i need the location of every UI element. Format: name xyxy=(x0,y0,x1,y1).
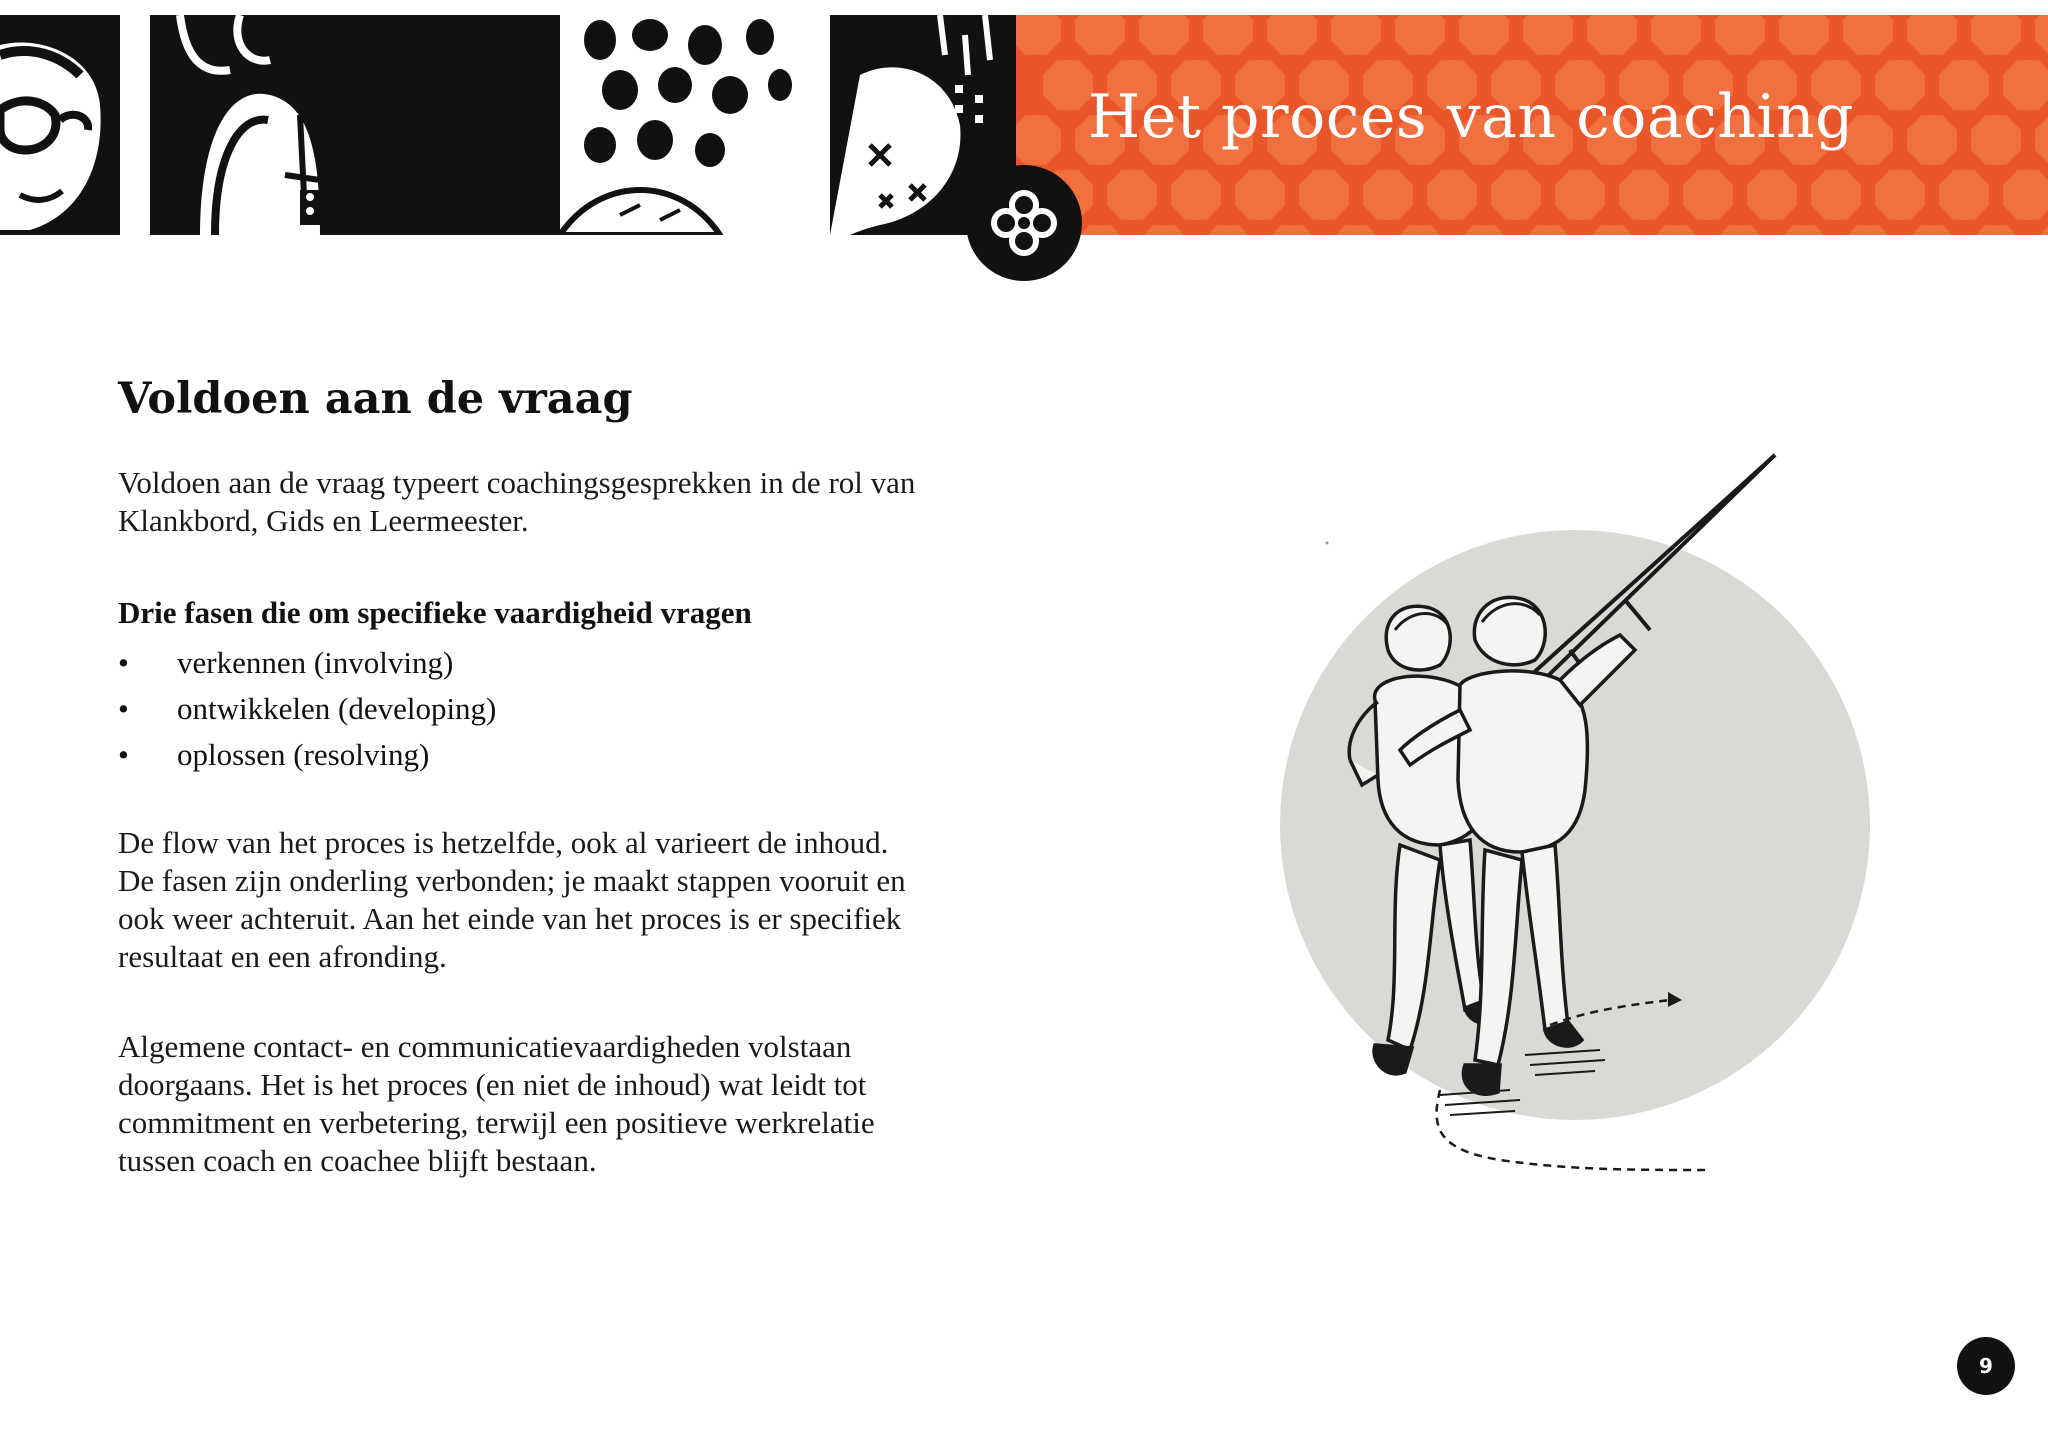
pattern-octagon xyxy=(1683,170,1733,220)
paragraph-line: commitment en verbetering, terwijl een positieve werkrelatie xyxy=(118,1105,875,1140)
page-title: Het proces van coaching xyxy=(1088,82,1855,152)
emblem xyxy=(966,165,1082,281)
header-illustration xyxy=(0,15,1016,235)
pattern-octagon xyxy=(1427,170,1477,220)
paragraph-line: tussen coach en coachee blijft bestaan. xyxy=(118,1143,597,1178)
pattern-octagon xyxy=(1907,115,1957,165)
pattern-octagon xyxy=(1107,170,1157,220)
bullet: • xyxy=(118,691,129,726)
bullet: • xyxy=(118,737,129,772)
pattern-octagon xyxy=(1875,170,1925,220)
process-paragraph xyxy=(118,824,1018,976)
intro-line: Voldoen aan de vraag typeert coachingsgesprekken in de rol van xyxy=(118,465,916,500)
list-item-label: oplossen (resolving) xyxy=(177,737,430,772)
pattern-octagon xyxy=(1875,60,1925,110)
main-content xyxy=(118,370,1018,1180)
pattern-octagon xyxy=(1491,170,1541,220)
section-heading: Voldoen aan de vraag xyxy=(118,374,633,424)
intro-line: Klankbord, Gids en Leermeester. xyxy=(118,503,529,538)
pattern-octagon xyxy=(1971,115,2021,165)
paragraph-line: doorgaans. Het is het proces (en niet de inhoud) wat leidt tot xyxy=(118,1067,867,1102)
pattern-octagon xyxy=(1235,170,1285,220)
black-and-white-people-illustration xyxy=(0,15,1016,235)
paragraph-line: De flow van het proces is hetzelfde, ook al varieert de inhoud. xyxy=(118,825,889,860)
pattern-octagon xyxy=(1939,60,1989,110)
paragraph-line: resultaat en een afronding. xyxy=(118,939,447,974)
paragraph-line: ook weer achteruit. Aan het einde van het proces is er specifiek xyxy=(118,901,902,936)
paragraph-line: Algemene contact- en communicatievaardigheden volstaan xyxy=(118,1029,852,1064)
pattern-octagon xyxy=(1555,170,1605,220)
bullet: • xyxy=(118,645,129,680)
pattern-octagon xyxy=(1747,170,1797,220)
pattern-octagon xyxy=(1619,170,1669,220)
phases-heading: Drie fasen die om specifieke vaardigheid vragen xyxy=(118,595,752,630)
list-item-label: ontwikkelen (developing) xyxy=(177,691,497,726)
page-number: 9 xyxy=(1957,1337,2015,1395)
skills-paragraph xyxy=(118,1028,1018,1180)
illustration xyxy=(1270,440,1890,1190)
pattern-octagon xyxy=(1299,170,1349,220)
two-boys-carrying-pole-illustration xyxy=(1270,440,1890,1190)
list-item xyxy=(118,686,1018,732)
list-item xyxy=(118,732,1018,778)
list-item-label: verkennen (involving) xyxy=(177,645,454,680)
pattern-octagon xyxy=(1171,170,1221,220)
clover-icon xyxy=(966,165,1082,281)
pattern-octagon xyxy=(1043,60,1093,110)
pattern-octagon xyxy=(1363,170,1413,220)
list-item xyxy=(118,640,1018,686)
pattern-octagon xyxy=(1811,170,1861,220)
intro-paragraph xyxy=(118,464,1018,540)
phases-list xyxy=(118,640,1018,778)
pattern-octagon xyxy=(1939,170,1989,220)
paragraph-line: De fasen zijn onderling verbonden; je maakt stappen vooruit en xyxy=(118,863,906,898)
